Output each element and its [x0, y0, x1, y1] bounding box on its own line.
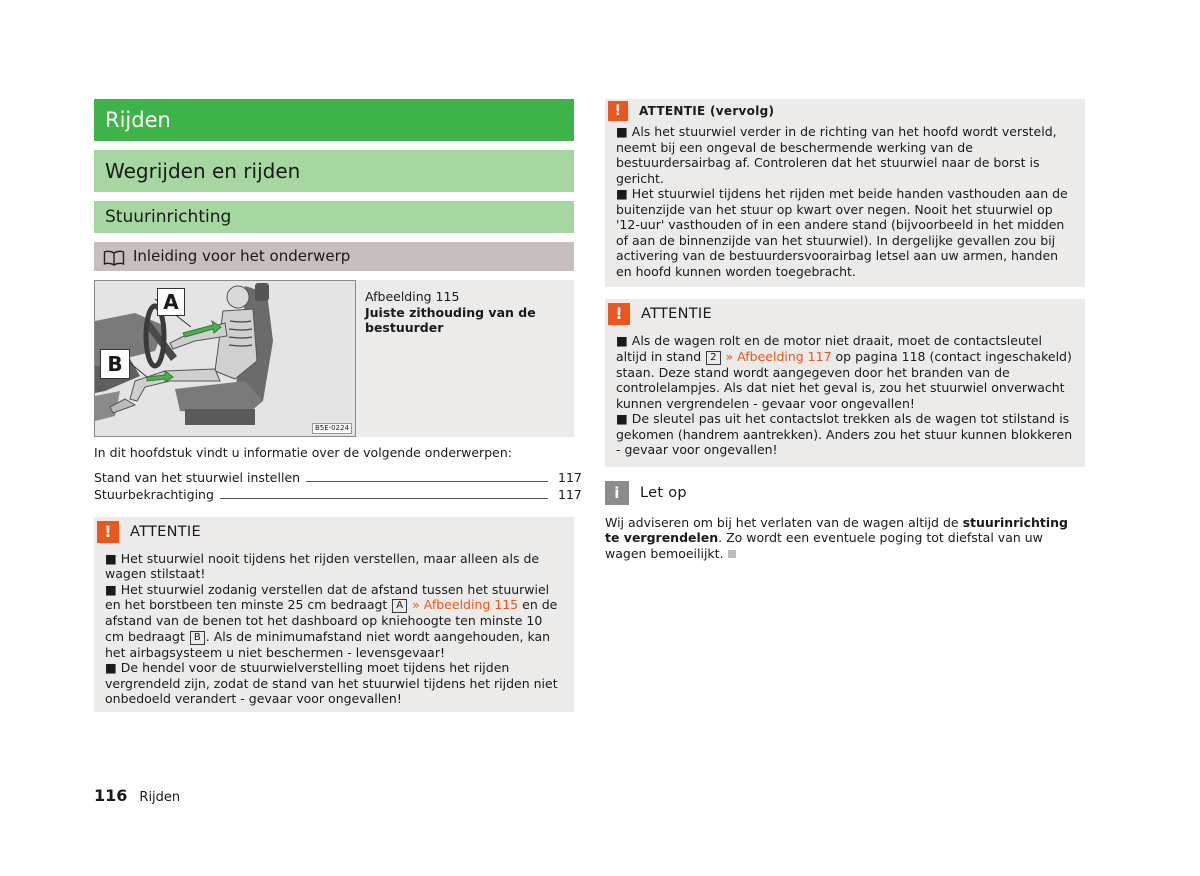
warning-continued-header — [605, 99, 1085, 122]
info-icon: i — [605, 481, 629, 505]
warning-box — [94, 517, 574, 712]
figure-caption — [365, 289, 565, 336]
warning-text: . Als de minimumafstand niet wordt aangehouden, kan het airbagsysteem u niet beschermen - levensgevaar! — [105, 628, 551, 660]
warning-box — [605, 299, 1085, 467]
warning-body — [94, 547, 574, 712]
seating-position-illustration — [94, 280, 356, 437]
warning-text: op pagina 118 (contact ingeschakeld) staan. Deze stand wordt aangegeven door het branden van de controlelampjes. Als dat niet het geval is, zou het stuurwiel onverwacht kunnen vergrendelen - gevaar voor ongevallen! — [616, 348, 1072, 411]
note-text-part: Wij adviseren om bij het verlaten van de wagen altijd de — [605, 514, 959, 530]
warning-item — [616, 333, 1074, 411]
topic-row[interactable] — [94, 469, 582, 486]
intro-heading-label: Inleiding voor het onderwerp — [133, 247, 351, 265]
warning-header — [605, 299, 1085, 329]
figure-code: B5E-0224 — [312, 423, 352, 434]
footer-chapter: Rijden — [139, 790, 181, 805]
warning-body — [605, 329, 1085, 467]
warning-item — [105, 582, 563, 661]
warning-title: ATTENTIE — [130, 523, 201, 540]
intro-text: In dit hoofdstuk vindt u informatie over de volgende onderwerpen: — [94, 445, 512, 460]
figure-reference-link[interactable]: » Afbeelding 117 — [725, 348, 832, 364]
exclamation-icon: ! — [608, 101, 628, 121]
figure-box — [94, 280, 574, 437]
page-number: 116 — [94, 786, 128, 805]
subsection-title: Stuurinrichting — [94, 201, 574, 233]
right-column — [605, 99, 1085, 561]
warning-item: ■ De hendel voor de stuurwielverstelling moet tijdens het rijden vergrendeld zijn, zodat de stand van het stuurwiel tijdens het rijden niet onbedoeld verandert - gevaar voor ongevallen! — [105, 660, 558, 706]
figure-title: Juiste zithouding van de bestuurder — [365, 304, 536, 335]
leader-line — [220, 498, 548, 499]
warning-continued-body — [605, 122, 1085, 287]
note-text-bold: stuurinrichting te vergrendelen — [605, 514, 1068, 545]
key-2: 2 — [706, 351, 720, 365]
topic-label: Stand van het stuurwiel instellen — [94, 469, 301, 485]
chapter-title: Rijden — [94, 99, 574, 141]
figure-reference-link[interactable]: » Afbeelding 115 — [412, 597, 519, 612]
warning-text: ■ Het stuurwiel zodanig verstellen dat de afstand tussen het stuurwiel en het borstbeen ten minste 25 cm bedraagt — [105, 581, 550, 612]
topic-row[interactable] — [94, 486, 582, 503]
note-text-part: . Zo wordt een eventuele poging tot diefstal van uw wagen bemoeilijkt. — [605, 530, 1043, 561]
key-a: A — [392, 599, 407, 613]
book-icon — [103, 248, 125, 266]
exclamation-icon: ! — [97, 521, 119, 543]
page-footer — [94, 786, 180, 805]
warning-item: ■ De sleutel pas uit het contactslot trekken als de wagen tot stilstand is gekomen (handrem aantrekken). Anders zou het stuur kunnen blokkeren - gevaar voor ongevallen! — [616, 411, 1073, 457]
warning-continued-title: ATTENTIE (vervolg) — [639, 103, 775, 118]
topic-page: 117 — [558, 469, 582, 485]
warning-item: ■ Als het stuurwiel verder in de richting van het hoofd wordt versteld, neemt bij een ongeval de beschermende werking van de bestuurdersairbag af. Controleren dat het stuurwiel naar de borst is gericht. — [616, 124, 1057, 186]
topic-label: Stuurbekrachtiging — [94, 486, 214, 502]
warning-text: en de afstand van de benen tot het dashboard op kniehoogte ten minste 10 cm bedraagt — [105, 597, 558, 644]
note-title: Let op — [640, 484, 687, 501]
left-column — [94, 99, 582, 712]
topic-list — [94, 469, 582, 503]
end-of-section-marker — [728, 550, 736, 558]
intro-heading — [94, 242, 574, 271]
warning-header — [94, 517, 574, 547]
warning-title: ATTENTIE — [641, 306, 712, 322]
topic-page: 117 — [558, 486, 582, 502]
warning-item: ■ Het stuurwiel tijdens het rijden met beide handen vasthouden aan de buitenzijde van het stuur op kwart over negen. Nooit het stuurwiel op '12-uur' vasthouden of in een andere stand (bijvoorbeeld in het midden of aan de binnenzijde van het stuurwiel). In dergelijke gevallen zou bij activering van de bestuurdersvoorairbag letsel aan uw armen, handen en hoofd kunnen worden toegebracht. — [616, 186, 1068, 279]
warning-item: ■ Het stuurwiel nooit tijdens het rijden verstellen, maar alleen als de wagen stilstaat! — [105, 550, 540, 581]
figure-label-a: A — [157, 288, 185, 316]
section-title: Wegrijden en rijden — [94, 150, 574, 192]
figure-number: Afbeelding 115 — [365, 289, 460, 304]
warning-text: ■ Als de wagen rolt en de motor niet draait, moet de contactsleutel altijd in stand — [616, 333, 1042, 364]
exclamation-icon: ! — [608, 303, 630, 325]
warning-continued-box — [605, 99, 1085, 287]
note-text — [605, 515, 1085, 562]
note-header — [605, 479, 1085, 507]
figure-label-b: B — [100, 349, 130, 379]
key-b: B — [190, 631, 205, 645]
leader-line — [306, 481, 548, 482]
